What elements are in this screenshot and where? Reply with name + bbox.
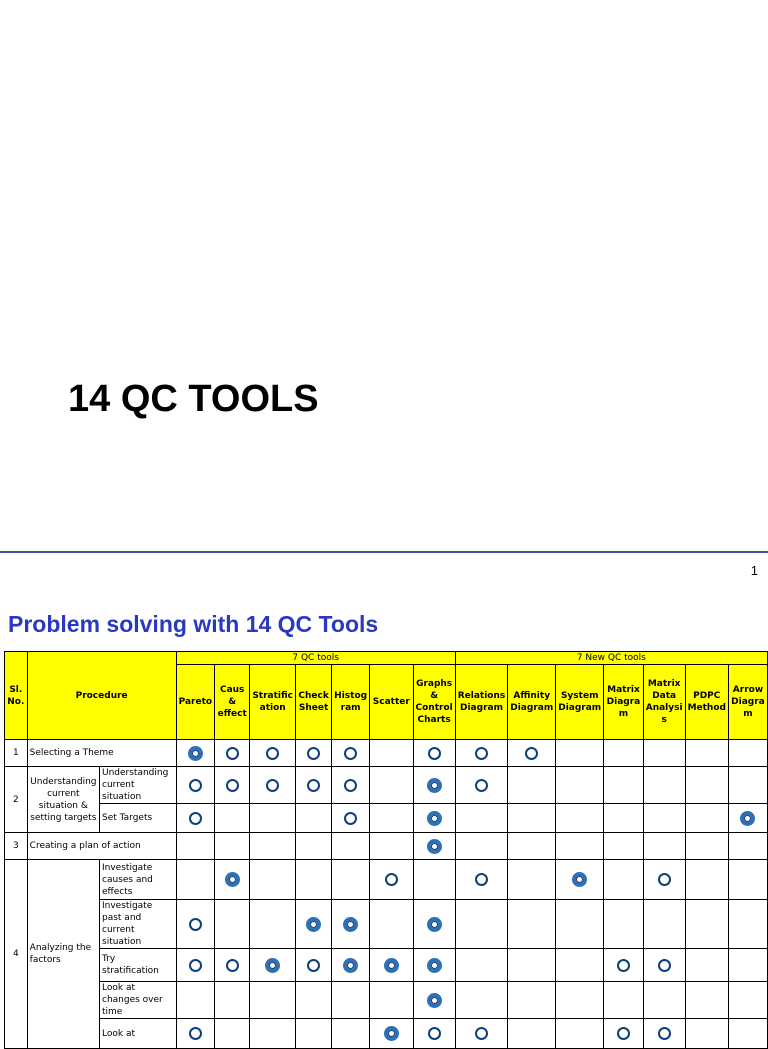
tool-cell <box>215 900 250 949</box>
tool-cell <box>296 833 332 860</box>
circle-icon <box>189 812 202 825</box>
tool-cell <box>604 982 644 1019</box>
seven-qc-tools-header: 7 QC tools <box>176 652 455 665</box>
double-circle-icon <box>427 958 442 973</box>
tool-cell <box>604 833 644 860</box>
slide-divider <box>0 551 768 553</box>
tool-cell <box>643 860 685 900</box>
tool-cell <box>413 740 455 767</box>
circle-icon <box>189 1027 202 1040</box>
tool-cell <box>455 740 508 767</box>
tool-header: Histog ram <box>332 665 370 740</box>
double-circle-icon <box>265 958 280 973</box>
table-row <box>5 767 768 804</box>
tool-cell <box>455 900 508 949</box>
tool-cell <box>332 900 370 949</box>
procedure-substep: Investigate past and current situation <box>100 900 177 949</box>
tool-cell <box>176 1019 214 1049</box>
circle-icon <box>189 779 202 792</box>
tool-cell <box>332 767 370 804</box>
circle-icon <box>266 779 279 792</box>
circle-icon <box>658 873 671 886</box>
tool-cell <box>332 1019 370 1049</box>
double-circle-icon <box>427 839 442 854</box>
row-number: 1 <box>5 740 28 767</box>
tool-cell <box>250 833 296 860</box>
tool-cell <box>556 860 604 900</box>
tool-cell <box>176 740 214 767</box>
tool-cell <box>556 833 604 860</box>
procedure-substep: Look at changes over time <box>100 982 177 1019</box>
circle-icon <box>266 747 279 760</box>
circle-icon <box>658 1027 671 1040</box>
double-circle-icon <box>572 872 587 887</box>
tool-cell <box>556 949 604 982</box>
circle-icon <box>307 747 320 760</box>
double-circle-icon <box>384 1026 399 1041</box>
tool-cell <box>455 767 508 804</box>
table-row <box>5 900 768 949</box>
tool-cell <box>296 982 332 1019</box>
circle-icon <box>189 918 202 931</box>
tool-cell <box>643 900 685 949</box>
procedure-step: Selecting a Theme <box>27 740 176 767</box>
tool-cell <box>370 740 413 767</box>
tool-cell <box>685 804 728 833</box>
double-circle-icon <box>427 778 442 793</box>
seven-new-qc-tools-header: 7 New QC tools <box>455 652 767 665</box>
tool-cell <box>413 982 455 1019</box>
tool-header: PDPC Method <box>685 665 728 740</box>
tool-cell <box>250 767 296 804</box>
tool-cell <box>685 860 728 900</box>
tool-cell <box>215 833 250 860</box>
tool-cell <box>250 804 296 833</box>
tool-header: Graphs & Control Charts <box>413 665 455 740</box>
double-circle-icon <box>343 917 358 932</box>
double-circle-icon <box>188 746 203 761</box>
tool-cell <box>370 767 413 804</box>
tool-cell <box>413 949 455 982</box>
circle-icon <box>226 747 239 760</box>
tool-cell <box>296 900 332 949</box>
tool-cell <box>370 1019 413 1049</box>
tool-cell <box>508 740 556 767</box>
tool-cell <box>455 860 508 900</box>
tool-header: Arrow Diagra m <box>728 665 767 740</box>
tool-cell <box>728 833 767 860</box>
tool-cell <box>508 860 556 900</box>
circle-icon <box>475 1027 488 1040</box>
tool-cell <box>215 1019 250 1049</box>
tool-cell <box>685 1019 728 1049</box>
procedure-substep: Understanding current situation <box>100 767 177 804</box>
tool-cell <box>176 982 214 1019</box>
circle-icon <box>428 1027 441 1040</box>
double-circle-icon <box>343 958 358 973</box>
tool-cell <box>215 860 250 900</box>
page-number: 1 <box>750 563 758 578</box>
tool-header: Matrix Diagra m <box>604 665 644 740</box>
tool-cell <box>176 860 214 900</box>
tool-cell <box>455 804 508 833</box>
tool-cell <box>556 982 604 1019</box>
tool-cell <box>370 949 413 982</box>
table-row <box>5 804 768 833</box>
tool-cell <box>643 767 685 804</box>
tool-cell <box>556 900 604 949</box>
tool-cell <box>604 804 644 833</box>
tool-cell <box>685 982 728 1019</box>
procedure-header: Procedure <box>27 652 176 740</box>
tool-cell <box>604 900 644 949</box>
tool-cell <box>250 900 296 949</box>
circle-icon <box>344 812 357 825</box>
qc-tools-table <box>4 651 768 1049</box>
tool-cell <box>556 804 604 833</box>
tool-cell <box>685 740 728 767</box>
tool-cell <box>604 949 644 982</box>
tool-cell <box>370 900 413 949</box>
double-circle-icon <box>427 993 442 1008</box>
table-row <box>5 1019 768 1049</box>
tool-header: Caus & effect <box>215 665 250 740</box>
row-number: 3 <box>5 833 28 860</box>
tool-cell <box>643 804 685 833</box>
circle-icon <box>344 747 357 760</box>
tool-cell <box>508 804 556 833</box>
tool-cell <box>370 833 413 860</box>
tool-cell <box>176 804 214 833</box>
tool-cell <box>728 1019 767 1049</box>
procedure-step: Analyzing the factors <box>27 860 99 1049</box>
circle-icon <box>617 959 630 972</box>
tool-header: Scatter <box>370 665 413 740</box>
tool-cell <box>604 740 644 767</box>
tool-cell <box>508 949 556 982</box>
row-number: 2 <box>5 767 28 833</box>
tool-cell <box>332 833 370 860</box>
table-row <box>5 982 768 1019</box>
tool-cell <box>604 767 644 804</box>
tool-cell <box>176 833 214 860</box>
tool-cell <box>508 767 556 804</box>
tool-cell <box>728 804 767 833</box>
tool-cell <box>643 1019 685 1049</box>
tool-cell <box>296 767 332 804</box>
procedure-step: Creating a plan of action <box>27 833 176 860</box>
tool-cell <box>728 982 767 1019</box>
circle-icon <box>475 779 488 792</box>
double-circle-icon <box>384 958 399 973</box>
double-circle-icon <box>306 917 321 932</box>
table-row <box>5 740 768 767</box>
tool-cell <box>413 767 455 804</box>
tool-cell <box>296 949 332 982</box>
tool-cell <box>332 982 370 1019</box>
tool-cell <box>332 949 370 982</box>
tool-cell <box>250 1019 296 1049</box>
tool-cell <box>643 982 685 1019</box>
circle-icon <box>344 779 357 792</box>
table-row <box>5 949 768 982</box>
tool-cell <box>176 949 214 982</box>
tool-cell <box>556 1019 604 1049</box>
tool-cell <box>508 833 556 860</box>
double-circle-icon <box>427 917 442 932</box>
tool-header: Stratific ation <box>250 665 296 740</box>
tool-cell <box>176 900 214 949</box>
tool-cell <box>370 860 413 900</box>
tool-cell <box>508 982 556 1019</box>
double-circle-icon <box>225 872 240 887</box>
double-circle-icon <box>427 811 442 826</box>
tool-cell <box>728 900 767 949</box>
tool-header: Affinity Diagram <box>508 665 556 740</box>
tool-cell <box>332 740 370 767</box>
tool-cell <box>250 740 296 767</box>
tool-cell <box>728 740 767 767</box>
tool-header: System Diagram <box>556 665 604 740</box>
tool-cell <box>413 833 455 860</box>
tool-cell <box>370 804 413 833</box>
tool-cell <box>250 860 296 900</box>
procedure-step: Understanding current situation & setting targets <box>27 767 99 833</box>
slide-2-title: Problem solving with 14 QC Tools <box>8 611 379 637</box>
tool-cell <box>643 833 685 860</box>
tool-cell <box>728 767 767 804</box>
tool-cell <box>685 949 728 982</box>
procedure-substep: Investigate causes and effects <box>100 860 177 900</box>
double-circle-icon <box>740 811 755 826</box>
tool-cell <box>455 1019 508 1049</box>
tool-cell <box>215 949 250 982</box>
circle-icon <box>525 747 538 760</box>
circle-icon <box>617 1027 630 1040</box>
tool-cell <box>250 982 296 1019</box>
tool-header: Check Sheet <box>296 665 332 740</box>
tool-cell <box>296 740 332 767</box>
tool-cell <box>556 740 604 767</box>
tool-cell <box>728 860 767 900</box>
tool-cell <box>250 949 296 982</box>
tool-cell <box>685 833 728 860</box>
procedure-substep: Look at <box>100 1019 177 1049</box>
tool-cell <box>508 1019 556 1049</box>
circle-icon <box>385 873 398 886</box>
tool-cell <box>413 860 455 900</box>
tool-cell <box>332 804 370 833</box>
tool-cell <box>215 982 250 1019</box>
circle-icon <box>307 779 320 792</box>
tool-cell <box>604 860 644 900</box>
circle-icon <box>658 959 671 972</box>
tool-cell <box>643 740 685 767</box>
circle-icon <box>226 959 239 972</box>
circle-icon <box>475 873 488 886</box>
circle-icon <box>226 779 239 792</box>
tool-cell <box>728 949 767 982</box>
circle-icon <box>307 959 320 972</box>
tool-cell <box>455 949 508 982</box>
tool-cell <box>176 767 214 804</box>
tool-cell <box>685 767 728 804</box>
tool-header: Matrix Data Analysi s <box>643 665 685 740</box>
tool-cell <box>215 767 250 804</box>
tool-cell <box>296 804 332 833</box>
tool-cell <box>508 900 556 949</box>
tool-cell <box>455 982 508 1019</box>
table-row <box>5 833 768 860</box>
tool-cell <box>556 767 604 804</box>
tool-header: Relations Diagram <box>455 665 508 740</box>
circle-icon <box>475 747 488 760</box>
tool-cell <box>413 804 455 833</box>
procedure-substep: Set Targets <box>100 804 177 833</box>
tool-cell <box>455 833 508 860</box>
tool-cell <box>296 860 332 900</box>
tool-cell <box>413 900 455 949</box>
table-row <box>5 860 768 900</box>
tool-cell <box>370 982 413 1019</box>
procedure-substep: Try stratification <box>100 949 177 982</box>
circle-icon <box>189 959 202 972</box>
tool-cell <box>685 900 728 949</box>
row-number: 4 <box>5 860 28 1049</box>
tool-cell <box>604 1019 644 1049</box>
slide-1-title: 14 QC TOOLS <box>68 378 319 420</box>
circle-icon <box>428 747 441 760</box>
tool-cell <box>215 804 250 833</box>
sl-no-header: Sl. No. <box>5 652 28 740</box>
tool-cell <box>413 1019 455 1049</box>
tool-header: Pareto <box>176 665 214 740</box>
tool-cell <box>215 740 250 767</box>
tool-cell <box>643 949 685 982</box>
tool-cell <box>296 1019 332 1049</box>
tool-cell <box>332 860 370 900</box>
